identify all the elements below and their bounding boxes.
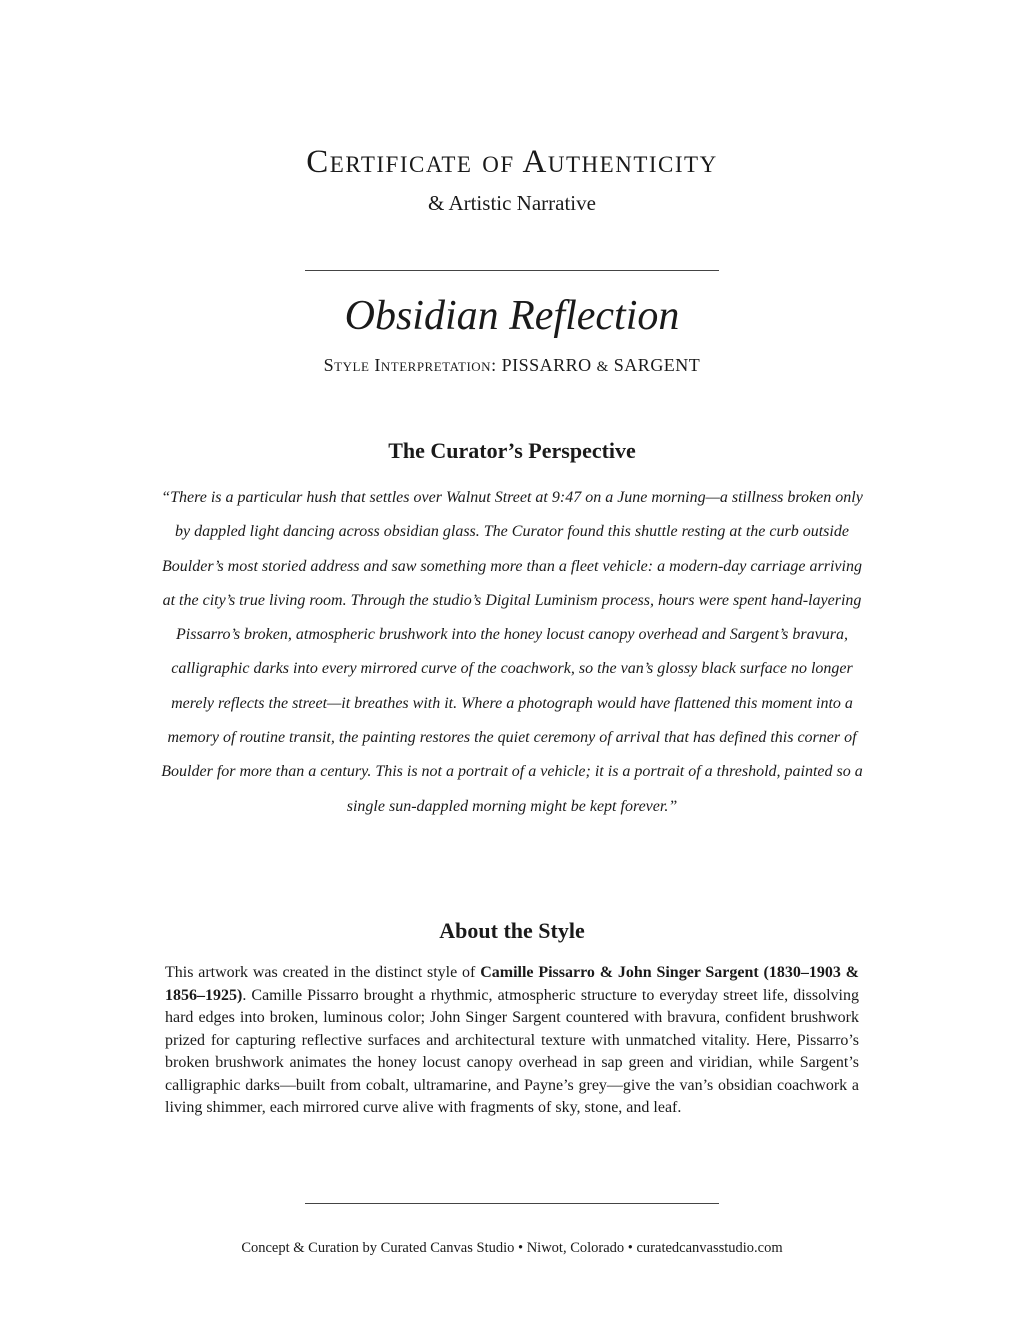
top-divider [305, 270, 719, 271]
about-heading: About the Style [439, 918, 585, 943]
style-artist-1: PISSARRO [501, 355, 592, 375]
bottom-divider [305, 1203, 719, 1204]
curator-heading: The Curator’s Perspective [388, 438, 636, 463]
about-paragraph [165, 962, 859, 1120]
curator-quote: “There is a particular hush that settles over Walnut Street at 9:47 on a June morning—a stillness broken only by dappled light dancing across obsidian glass. The Curator found this shuttle resting at the curb outside Boulder’s most storied address and saw something more than a fleet vehicle: a modern-day carriage arriving at the city’s true living room. Through the studio’s Digital Luminism process, hours were spent hand-layering Pissarro’s broken, atmospheric brushwork into the honey locust canopy overhead and Sargent’s bravura, calligraphic darks into every mirrored curve of the coachwork, so the van’s glossy black surface no longer merely reflects the street—it breathes with it. Where a photograph would have flattened this moment into a memory of routine transit, the painting restores the quiet ceremony of arrival that has defined this corner of Boulder for more than a century. This is not a portrait of a vehicle; it is a portrait of a threshold, painted so a single sun-dappled morning might be kept forever.” [161, 489, 863, 815]
about-body: . Camille Pissarro brought a rhythmic, atmospheric structure to everyday street life, dissolving hard edges into broken, luminous color; John Singer Sargent countered with bravura, confident brushwork prized for capturing reflective surfaces and architectural texture with unmatched vitality. Here, Pissarro’s broken brushwork animates the honey locust canopy overhead in sap green and viridian, while Sargent’s calligraphic darks—built from cobalt, ultramarine, and Payne’s grey—give the van’s obsidian coachwork a living shimmer, each mirrored curve alive with fragments of sky, stone, and leaf. [165, 986, 859, 1116]
style-interpretation [0, 355, 1024, 376]
style-artist-2: SARGENT [613, 355, 701, 375]
style-interpretation-label: Style Interpretation: [323, 355, 497, 375]
certificate-subtitle: & Artistic Narrative [428, 191, 596, 215]
footer-credit: Concept & Curation by Curated Canvas Studio • Niwot, Colorado • curatedcanvasstudio.com [241, 1240, 783, 1256]
about-intro: This artwork was created in the distinct style of [165, 964, 481, 981]
certificate-title: Certificate of Authenticity [306, 144, 718, 180]
style-connector: & [596, 359, 609, 375]
about-artists: Camille Pissarro & John Singer Sargent (1830–1903 & 1856–1925) [165, 964, 860, 1004]
artwork-title: Obsidian Reflection [344, 293, 680, 339]
